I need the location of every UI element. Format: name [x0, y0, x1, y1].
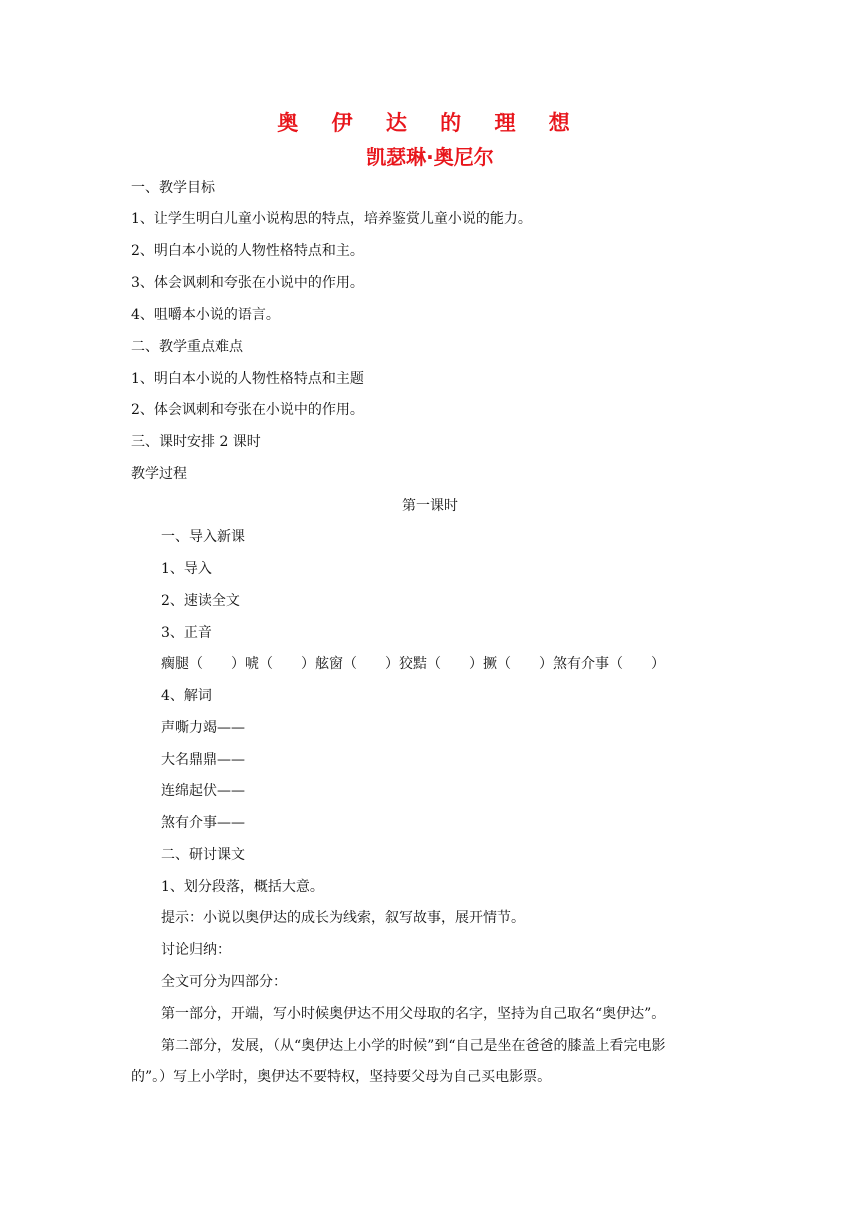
document-author: 凯瑟琳·奥尼尔 — [366, 145, 494, 169]
pronunciation-exercise: 瘸腿（ ）唬（ ）舷窗（ ）狡黠（ ）撅（ ）煞有介事（ ） — [161, 656, 665, 672]
objective-item: 2、明白本小说的人物性格特点和主。 — [131, 243, 364, 259]
section1-heading: 一、导入新课 — [161, 529, 245, 545]
step-item: 2、速读全文 — [161, 593, 240, 609]
step-item: 3、正音 — [161, 625, 212, 641]
task-line: 1、划分段落，概括大意。 — [161, 879, 324, 895]
objective-item: 4、咀嚼本小说的语言。 — [131, 307, 280, 323]
lesson-title: 第一课时 — [402, 498, 458, 514]
document-title: 奥 伊 达 的 理 想 — [277, 111, 583, 135]
summary-line: 全文可分为四部分： — [161, 974, 287, 990]
part2-line-continued: 的”。）写上小学时，奥伊达不要特权，坚持要父母为自己买电影票。 — [131, 1069, 552, 1085]
schedule-line: 三、课时安排 2 课时 — [131, 434, 261, 450]
discussion-line: 讨论归纳： — [161, 942, 231, 958]
hint-line: 提示：小说以奥伊达的成长为线索，叙写故事，展开情节。 — [161, 910, 525, 926]
step-item: 1、导入 — [161, 561, 212, 577]
objectives-heading: 一、教学目标 — [131, 180, 215, 196]
vocab-item: 声嘶力竭—— — [161, 720, 245, 736]
part1-line: 第一部分，开端，写小时候奥伊达不用父母取的名字，坚持为自己取名“奥伊达”。 — [161, 1006, 666, 1022]
objective-item: 3、体会讽刺和夸张在小说中的作用。 — [131, 275, 364, 291]
process-heading: 教学过程 — [131, 466, 187, 482]
keypoints-heading: 二、教学重点难点 — [131, 339, 243, 355]
objective-item: 1、让学生明白儿童小说构思的特点，培养鉴赏儿童小说的能力。 — [131, 211, 532, 227]
vocab-heading: 4、解词 — [161, 688, 212, 704]
vocab-item: 煞有介事—— — [161, 815, 245, 831]
vocab-item: 连绵起伏—— — [161, 783, 245, 799]
section2-heading: 二、研讨课文 — [161, 847, 245, 863]
vocab-item: 大名鼎鼎—— — [161, 752, 245, 768]
keypoint-item: 2、体会讽刺和夸张在小说中的作用。 — [131, 402, 364, 418]
part2-line: 第二部分，发展，（从“奥伊达上小学的时候”到“自己是坐在爸爸的膝盖上看完电影 — [161, 1038, 666, 1054]
keypoint-item: 1、明白本小说的人物性格特点和主题 — [131, 371, 364, 387]
